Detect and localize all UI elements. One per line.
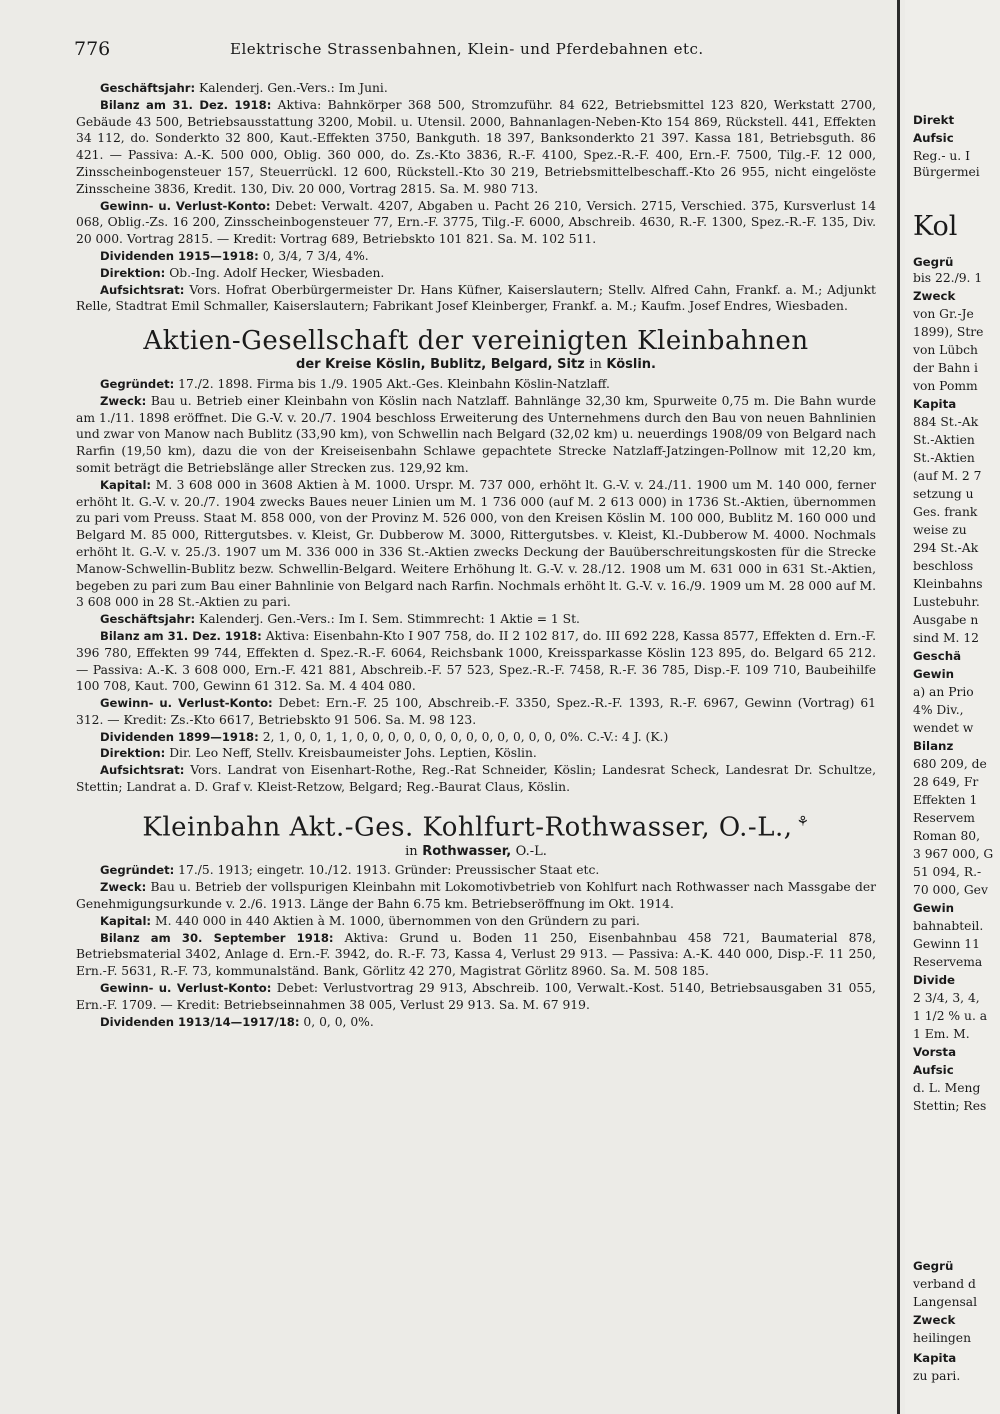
page-number: 776 — [74, 38, 111, 60]
fragment-line: Geschä — [913, 649, 962, 663]
fragment-line: Ausgabe n — [913, 613, 979, 627]
entry-paragraph: Zweck: Bau u. Betrieb der vollspurigen Kleinbahn mit Lokomotivbetrieb von Kohlfurt nach Rothwasser nach Massgabe der Genehmigungsurkunde v. 2./6. 1913. Länge der Bahn 6.75 km. Betriebseröffnung im Okt. 1914. — [76, 880, 876, 911]
entry-paragraph: Gegründet: 17./2. 1898. Firma bis 1./9. 1905 Akt.-Ges. Kleinbahn Köslin-Natzlaff. — [100, 376, 610, 391]
fragment-line: 70 000, Gev — [913, 883, 988, 897]
fragment-line: Kapita — [913, 1351, 957, 1365]
company-subtitle: in Rothwasser, O.-L. — [405, 843, 547, 859]
fragment-line: Ges. frank — [913, 505, 978, 519]
fragment-line: Roman 80, — [913, 829, 981, 843]
adjacent-page-column — [905, 0, 1000, 1414]
fragment-line: St.-Aktien — [913, 451, 975, 465]
fragment-line: Bürgermei — [913, 165, 980, 179]
entry-paragraph: Dividenden 1899—1918: 2, 1, 0, 0, 1, 1, 0, 0, 0, 0, 0, 0, 0, 0, 0, 0, 0, 0, 0, 0%. C.-V.: 4 J. (K.) — [100, 729, 669, 744]
fragment-line: der Bahn i — [913, 361, 978, 375]
ornament-icon: ⚘ — [796, 813, 810, 830]
entry-paragraph: Gegründet: 17./5. 1913; eingetr. 10./12. 1913. Gründer: Preussischer Staat etc. — [100, 863, 600, 878]
fragment-line: 3 967 000, G — [913, 847, 994, 861]
fragment-line: Reservem — [913, 811, 975, 825]
fragment-line: setzung u — [913, 487, 974, 501]
entry-paragraph: Geschäftsjahr: Kalenderj. Gen.-Vers.: Im I. Sem. Stimmrecht: 1 Aktie = 1 St. — [100, 612, 580, 627]
fragment-line: Gewin — [913, 667, 955, 681]
fragment-line: 4% Div., — [913, 703, 964, 717]
fragment-line: Langensal — [913, 1295, 978, 1309]
entry-paragraph: Zweck: Bau u. Betrieb einer Kleinbahn von Köslin nach Natzlaff. Bahnlänge 32,30 km, Spurweite 0,75 m. Die Bahn wurde am 1./11. 1898 eröffnet. Die G.-V. v. 20./7. 1904 beschloss Erweiterung des Unternehmens durch den Bau von neuen Bahnlinien und zwar von Manow nach Bublitz (33,90 km), von Schwellin nach Belgard (32,02 km) u. neuerdings 1908/09 von Belgard nach Rarfin (19,50 km), dazu die von der Kreiseisenbahn Schlawe gepachtete Strecke Natzlaff-Jatzingen-Pollnow mit 12,20 km, somit beträgt die Betriebslänge aller Strecken zus. 129,92 km. — [76, 393, 876, 475]
entry-paragraph: Aufsichtsrat: Vors. Landrat von Eisenhart-Rothe, Reg.-Rat Schneider, Köslin; Landesrat Scheck, Landesrat Dr. Schultze, Stettin; Landrat a. D. Graf v. Kleist-Retzow, Belgard; Reg.-Baurat Claus, Köslin. — [76, 763, 876, 795]
fragment-line: Gewin — [913, 901, 955, 915]
entry-paragraph: Direktion: Ob.-Ing. Adolf Hecker, Wiesbaden. — [100, 265, 385, 280]
entry-paragraph: Direktion: Dir. Leo Neff, Stellv. Kreisbaumeister Johs. Leptien, Köslin. — [100, 746, 537, 761]
fragment-line: Bilanz — [913, 739, 954, 753]
fragment-line: von Lübch — [913, 343, 978, 357]
running-title: Elektrische Strassenbahnen, Klein- und Pferdebahnen etc. — [230, 40, 704, 58]
fragment-line: von Pomm — [913, 379, 978, 393]
fragment-line: Gegrü — [913, 255, 954, 269]
fragment-line: zu pari. — [913, 1369, 961, 1383]
fragment-line: Effekten 1 — [913, 793, 978, 807]
company-title: Kleinbahn Akt.-Ges. Kohlfurt-Rothwasser, O.-L., ⚘ — [142, 812, 810, 843]
fragment-line: a) an Prio — [913, 685, 974, 699]
entry-paragraph: Bilanz am 31. Dez. 1918: Aktiva: Eisenbahn-Kto I 907 758, do. II 2 102 817, do. III 692 228, Kassa 8577, Effekten d. Ern.-F. 396 780, Effekten 99 744, Effekten d. Spez.-R.-F. 6064, Reichsbank 1000, Kreissparkasse Köslin 123 895, do. Belgard 65 212. — Passiva: A.-K. 3 608 000, Ern.-F. 421 881, Abschreib.-F. 57 523, Spez.-R.-F. 7458, R.-F. 36 785, Disp.-F. 109 710, Baubeihilfe 100 708, Kaut. 700, Gewinn 61 312. Sa. M. 4 404 080. — [76, 628, 876, 694]
fragment-line: Kleinbahns — [913, 577, 983, 591]
fragment-line: beschloss — [913, 559, 974, 573]
fragment-line: Lustebuhr. — [913, 595, 980, 609]
fragment-line: 294 St.-Ak — [913, 541, 979, 555]
company-subtitle: der Kreise Köslin, Bublitz, Belgard, Sitz in Köslin. — [296, 357, 656, 373]
entry-paragraph: Bilanz am 30. September 1918: Aktiva: Grund u. Boden 11 250, Eisenbahnbau 458 721, Baumaterial 878, Betriebsmaterial 3402, Anlage d. Ern.-F. 3942, do. R.-F. 73, Kassa 4, Verlust 29 913. — Passiva: A.-K. 440 000, Disp.-F. 11 250, Ern.-F. 5631, R.-F. 73, kommunalständ. Bank, Görlitz 42 270, Magistrat Görlitz 8960. Sa. M. 508 185. — [76, 930, 876, 979]
entry-paragraph: Gewinn- u. Verlust-Konto: Debet: Ern.-F. 25 100, Abschreib.-F. 3350, Spez.-R.-F. 1393, R.-F. 6967, Gewinn (Vortrag) 61 312. — Kredit: Zs.-Kto 6617, Betriebskto 91 506. Sa. M. 98 123. — [76, 696, 876, 727]
fragment-line: wendet w — [913, 721, 974, 735]
fragment-line: bis 22./9. 1 — [913, 271, 983, 285]
fragment-line: Gewinn 11 — [913, 937, 980, 951]
fragment-line: Reservema — [913, 955, 983, 969]
fragment-line: von Gr.-Je — [913, 307, 974, 321]
entry-paragraph: Gewinn- u. Verlust-Konto: Debet: Verwalt. 4207, Abgaben u. Pacht 26 210, Versich. 2715, Verschied. 375, Kursverlust 14 068, Oblig.-Zs. 16 200, Zinsscheinbogensteuer 77, Ern.-F. 3775, Tilg.-F. 6000, Abschreib. 4630, R.-F. 1300, Spez.-R.-F. 135, Div. 20 000. Vortrag 2815. — Kredit: Vortrag 689, Betriebskto 101 821. Sa. M. 102 511. — [76, 198, 876, 247]
entry-previous-company — [76, 80, 876, 315]
fragment-line: 1899), Stre — [913, 325, 984, 339]
entry-paragraph: Aufsichtsrat: Vors. Hofrat Oberbürgermeister Dr. Hans Küfner, Kaiserslautern; Stellv. Alfred Cahn, Frankf. a. M.; Adjunkt Relle, Stadtrat Emil Schmaller, Kaiserslautern; Fabrikant Josef Kleinberger, Frankf. a. M.; Kaufm. Josef Endres, Wiesbaden. — [76, 282, 876, 314]
fragment-line: bahnabteil. — [913, 919, 984, 933]
fragment-line: Vorsta — [913, 1045, 957, 1059]
entry-paragraph: Dividenden 1913/14—1917/18: 0, 0, 0, 0%. — [100, 1014, 374, 1029]
fragment-line: Kapita — [913, 397, 957, 411]
entry-paragraph: Kapital: M. 3 608 000 in 3608 Aktien à M. 1000. Urspr. M. 737 000, erhöht lt. G.-V. v. 24./11. 1900 um M. 140 000, ferner erhöht lt. G.-V. v. 20./7. 1904 zwecks Baues neuer Linien um M. 1 736 000 (auf M. 2 613 000) in 1736 St.-Aktien, übernommen zu pari vom Preuss. Staat M. 858 000, von der Provinz M. 526 000, von den Kreisen Köslin M. 100 000, Bublitz M. 160 000 und Belgard M. 85 000, Rittergutsbes. v. Kleist, Gr. Dubberow M. 3000, Rittergutsbes. v. Kleist, Kl.-Dubberow M. 4000. Nochmals erhöht lt. G.-V. v. 25./3. 1907 um M. 336 000 in 336 St.-Aktien zwecks Deckung der Bauüberschreitungskosten für die Strecke Manow-Schwellin-Bublitz bezw. Schwellin-Belgard. Weitere Erhöhung lt. G.-V. v. 28./12. 1908 um M. 631 000 in 631 St.-Aktien, begeben zu pari zum Bau einer Bahnlinie von Belgard nach Rarfin. Nochmals erhöht lt. G.-V. v. 16./9. 1909 um M. 28 000 auf M. 3 608 000 in 28 St.-Aktien zu pari. — [76, 477, 876, 610]
entry-paragraph: Kapital: M. 440 000 in 440 Aktien à M. 1000, übernommen von den Gründern zu pari. — [100, 913, 640, 928]
fragment-line: 51 094, R.- — [913, 865, 982, 879]
fragment-line: verband d — [913, 1277, 976, 1291]
entry-paragraph: Gewinn- u. Verlust-Konto: Debet: Verlustvortrag 29 913, Abschreib. 100, Verwalt.-Kost. 5140, Betriebsausgaben 31 055, Ern.-F. 1709. — Kredit: Betriebseinnahmen 38 005, Verlust 29 913. Sa. M. 67 919. — [76, 980, 876, 1012]
fragment-line: Aufsic — [913, 1063, 954, 1077]
entry-paragraph: Bilanz am 31. Dez. 1918: Aktiva: Bahnkörper 368 500, Stromzuführ. 84 622, Betriebsmittel 123 820, Werkstatt 2700, Gebäude 43 500, Betriebsausstattung 3200, Mobil. u. Utensil. 2000, Bahnanlagen-Neben-Kto 154 869, Rückstell. 441, Effekten 34 112, do. Sonderkto 32 800, Kaut.-Effekten 3750, Bankguth. 18 397, Banksonderkto 21 397. Kassa 181, Betriebsguth. 86 421. — Passiva: A.-K. 500 000, Oblig. 360 000, do. Zs.-Kto 3836, R.-F. 4100, Spez.-R.-F. 400, Ern.-F. 7500, Tilg.-F. 12 000, Zinsscheinbogensteuer 157, Steuerrückl. 12 600, Rückstell.-Kto 30 219, Betriebsmittelbeschaff.-Kto 26 955, nicht eingelöste Zinsscheine 3836, Kredit. 130, Div. 20 000, Vortrag 2815. Sa. M. 980 713. — [76, 97, 876, 196]
fragment-line: Direkt — [913, 113, 955, 127]
fragment-line: Kol — [913, 211, 958, 242]
fragment-line: Stettin; Res — [913, 1099, 987, 1113]
entry-paragraph: Geschäftsjahr: Kalenderj. Gen.-Vers.: Im Juni. — [100, 81, 388, 95]
fragment-line: Gegrü — [913, 1259, 954, 1273]
fragment-line: (auf M. 2 7 — [913, 469, 982, 483]
page-header — [70, 38, 890, 68]
fragment-line: Divide — [913, 973, 956, 987]
fragment-line: 1 1/2 % u. a — [913, 1009, 988, 1023]
main-column — [76, 80, 876, 1030]
fragment-line: St.-Aktien — [913, 433, 975, 447]
fragment-line: 884 St.-Ak — [913, 415, 979, 429]
fragment-line: weise zu — [913, 523, 967, 537]
fragment-line: Zweck — [913, 289, 956, 303]
fragment-line: sind M. 12 — [913, 631, 979, 645]
fragment-line: 28 649, Fr — [913, 775, 979, 789]
fragment-line: Zweck — [913, 1313, 956, 1327]
entry-paragraph: Dividenden 1915—1918: 0, 3/4, 7 3/4, 4%. — [100, 248, 369, 263]
fragment-line: d. L. Meng — [913, 1081, 981, 1095]
company-title: Aktien-Gesellschaft der vereinigten Kleinbahnen — [143, 326, 809, 357]
fragment-line: 1 Em. M. — [913, 1027, 970, 1041]
column-divider — [897, 0, 900, 1414]
fragment-line: Aufsic — [913, 131, 954, 145]
fragment-line: Reg.- u. I — [913, 149, 970, 163]
entry-koeslin — [76, 325, 876, 796]
entry-kohlfurt — [76, 806, 876, 1030]
fragment-line: 2 3/4, 3, 4, — [913, 991, 980, 1005]
fragment-line: heilingen — [913, 1331, 971, 1345]
fragment-line: 680 209, de — [913, 757, 987, 771]
